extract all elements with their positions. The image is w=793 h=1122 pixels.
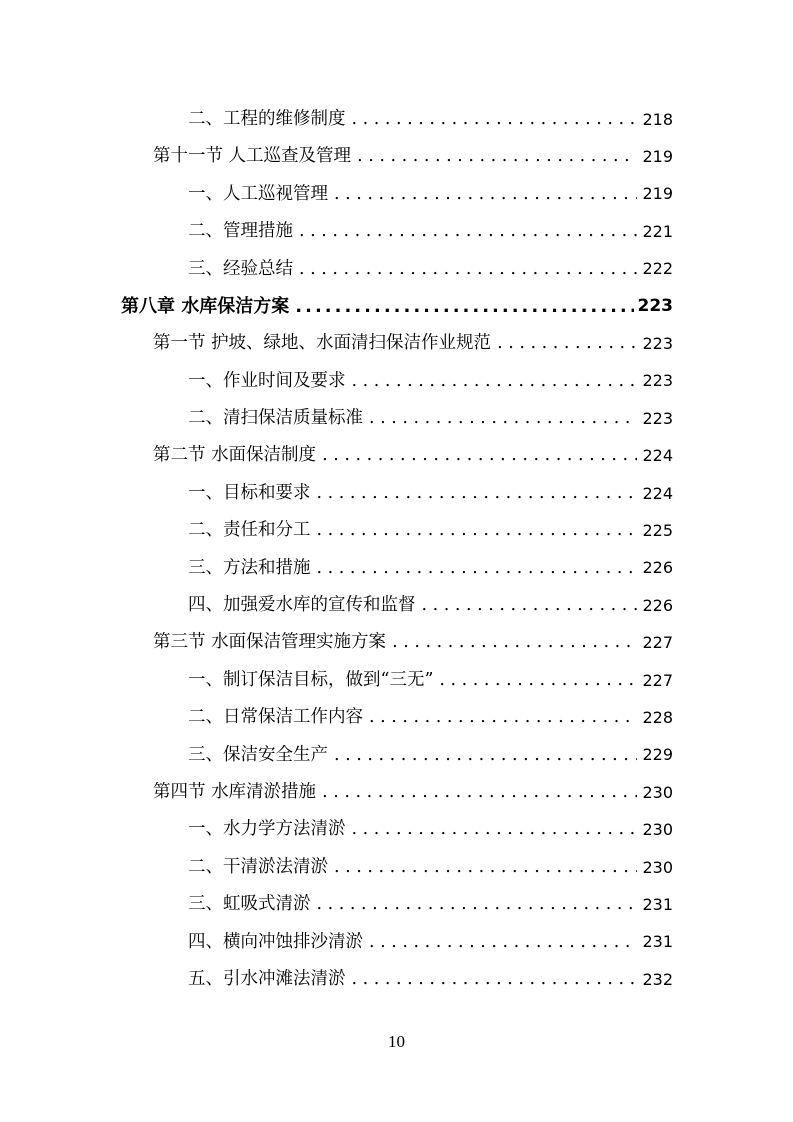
toc-entry-title: 一、目标和要求	[188, 482, 311, 503]
toc-entry-page: 228	[642, 707, 673, 727]
toc-entry-title: 第二节 水面保洁制度	[153, 445, 317, 466]
toc-entry[interactable]	[0, 961, 793, 998]
toc-entry[interactable]	[0, 176, 793, 213]
toc-entry[interactable]	[0, 624, 793, 661]
toc-entry[interactable]	[0, 138, 793, 175]
toc-entry-page: 227	[642, 670, 673, 690]
toc-entry-title: 五、引水冲滩法清淤	[188, 968, 346, 989]
dot-leader	[352, 821, 638, 839]
toc-entry-title: 一、人工巡视管理	[188, 183, 328, 204]
toc-entry[interactable]	[0, 924, 793, 961]
dot-leader	[352, 111, 638, 129]
toc-entry-page: 223	[642, 371, 673, 391]
toc-entry-page: 219	[642, 184, 673, 204]
toc-entry[interactable]	[0, 662, 793, 699]
toc-entry-page: 223	[637, 296, 673, 317]
dot-leader	[439, 672, 637, 690]
toc-entry-title: 第八章 水库保洁方案	[121, 295, 290, 317]
dot-leader	[352, 373, 638, 391]
toc-entry[interactable]	[0, 699, 793, 736]
toc-entry[interactable]	[0, 101, 793, 138]
toc-entry[interactable]	[0, 325, 793, 362]
toc-entry-title: 二、工程的维修制度	[188, 108, 346, 129]
dot-leader	[334, 859, 637, 877]
dot-leader	[317, 522, 638, 540]
toc-entry[interactable]	[0, 774, 793, 811]
dot-leader	[322, 447, 637, 465]
toc-entry[interactable]	[0, 400, 793, 437]
toc-entry-title: 第四节 水库清淤措施	[153, 781, 317, 802]
dot-leader	[357, 148, 637, 166]
dot-leader	[322, 784, 637, 802]
toc-entry-title: 一、水力学方法清淤	[188, 819, 346, 840]
dot-leader	[352, 971, 638, 989]
toc-entry-page: 226	[642, 595, 673, 615]
toc-entry-page: 227	[642, 633, 673, 653]
dot-leader	[299, 223, 637, 241]
toc-entry-page: 218	[642, 109, 673, 129]
toc-entry[interactable]	[0, 737, 793, 774]
toc-entry-title: 一、制订保洁目标，做到“三无”	[188, 669, 434, 690]
toc-entry-page: 230	[642, 857, 673, 877]
dot-leader	[317, 560, 638, 578]
toc-entry-title: 二、管理措施	[188, 221, 293, 242]
toc-entry-page: 230	[642, 820, 673, 840]
toc-entry[interactable]	[0, 886, 793, 923]
toc-entry-page: 224	[642, 446, 673, 466]
toc-entry-title: 二、日常保洁工作内容	[188, 707, 363, 728]
toc-entry[interactable]	[0, 811, 793, 848]
toc-entry-page: 223	[642, 334, 673, 354]
toc-entry-page: 219	[642, 147, 673, 167]
toc-entry[interactable]	[0, 213, 793, 250]
toc-entry[interactable]	[0, 251, 793, 288]
toc-entry-page: 229	[642, 745, 673, 765]
toc-entry-title: 三、方法和措施	[188, 557, 311, 578]
dot-leader	[334, 186, 637, 204]
toc-entry-page: 223	[642, 408, 673, 428]
dot-leader	[392, 634, 637, 652]
table-of-contents	[0, 101, 793, 998]
toc-entry-page: 230	[642, 782, 673, 802]
toc-entry-title: 二、干清淤法清淤	[188, 856, 328, 877]
toc-entry-title: 第三节 水面保洁管理实施方案	[153, 632, 387, 653]
toc-entry[interactable]	[0, 849, 793, 886]
toc-entry[interactable]	[0, 438, 793, 475]
dot-leader	[295, 298, 633, 316]
dot-leader	[299, 261, 637, 279]
toc-entry-title: 四、横向冲蚀排沙清淤	[188, 931, 363, 952]
toc-entry-page: 231	[642, 932, 673, 952]
toc-entry-page: 226	[642, 558, 673, 578]
dot-leader	[317, 485, 638, 503]
toc-entry-title: 第十一节 人工巡查及管理	[153, 146, 352, 167]
page-number: 10	[388, 1032, 405, 1051]
toc-entry-page: 224	[642, 483, 673, 503]
toc-entry-title: 三、保洁安全生产	[188, 744, 328, 765]
toc-entry-title: 二、清扫保洁质量标准	[188, 408, 363, 429]
dot-leader	[317, 896, 638, 914]
dot-leader	[369, 934, 637, 952]
toc-entry-title: 三、虹吸式清淤	[188, 894, 311, 915]
toc-entry[interactable]	[0, 512, 793, 549]
dot-leader	[422, 597, 638, 615]
toc-entry-page: 232	[642, 969, 673, 989]
toc-entry[interactable]	[0, 475, 793, 512]
toc-entry-page: 221	[642, 221, 673, 241]
toc-entry[interactable]	[0, 288, 793, 325]
toc-entry-title: 一、作业时间及要求	[188, 370, 346, 391]
dot-leader	[497, 335, 637, 353]
dot-leader	[369, 410, 637, 428]
toc-entry-title: 二、责任和分工	[188, 520, 311, 541]
toc-entry-title: 四、加强爱水库的宣传和监督	[188, 595, 416, 616]
toc-entry[interactable]	[0, 363, 793, 400]
toc-entry-page: 222	[642, 259, 673, 279]
toc-entry-page: 231	[642, 894, 673, 914]
toc-entry-page: 225	[642, 520, 673, 540]
dot-leader	[334, 747, 637, 765]
toc-entry-title: 三、经验总结	[188, 258, 293, 279]
toc-entry[interactable]	[0, 550, 793, 587]
toc-entry[interactable]	[0, 587, 793, 624]
dot-leader	[369, 709, 637, 727]
toc-entry-title: 第一节 护坡、绿地、水面清扫保洁作业规范	[153, 333, 492, 354]
